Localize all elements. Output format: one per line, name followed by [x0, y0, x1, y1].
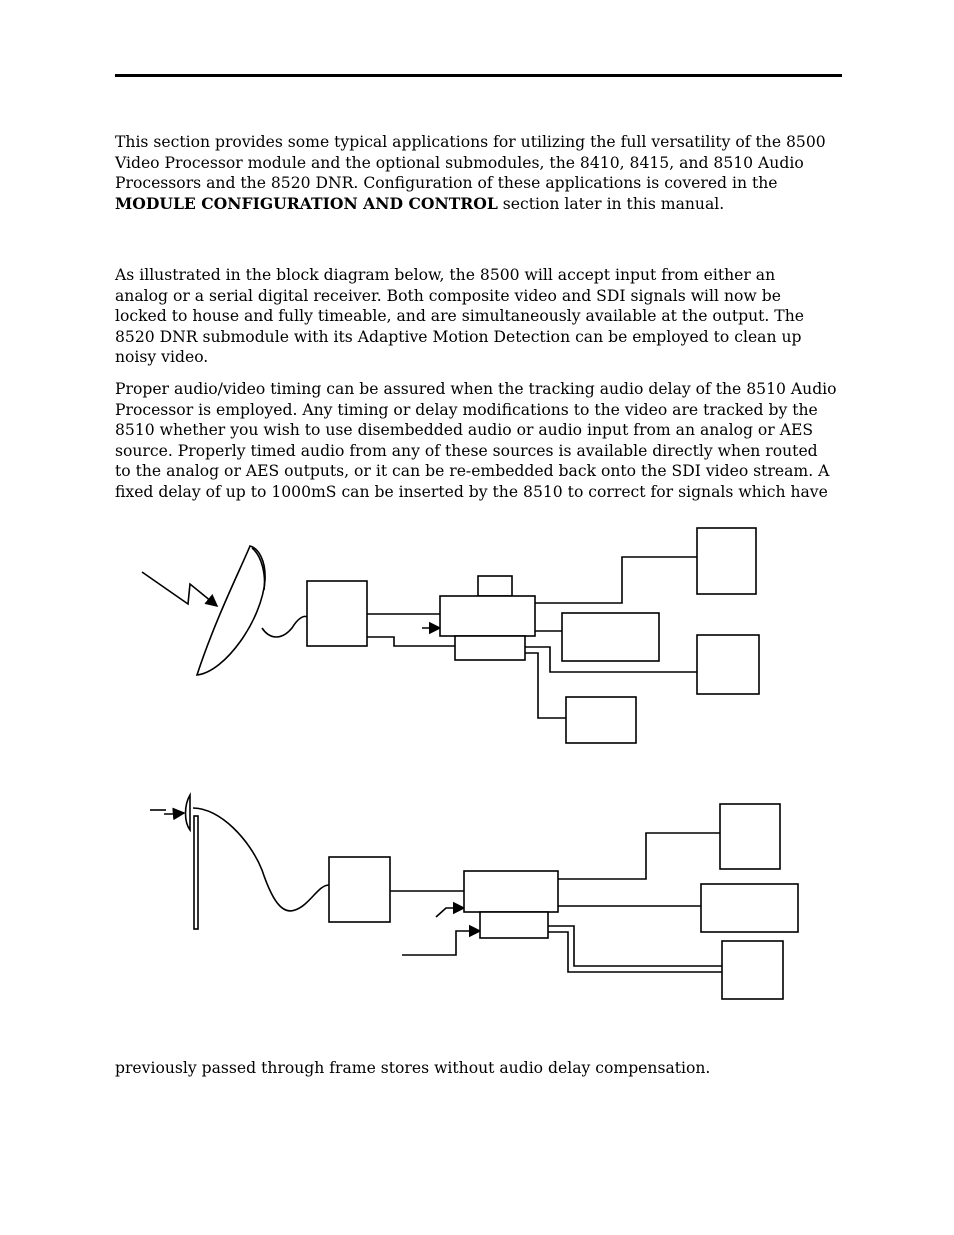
- output-link-1: [535, 557, 697, 603]
- output-link-4: [525, 653, 566, 718]
- audio-submodule-block-lower: [480, 912, 548, 938]
- continuation-paragraph: [115, 1058, 842, 1079]
- timing-line: fixed delay of up to 1000mS can be inserted by the 8510 to correct for signals which have: [115, 482, 828, 501]
- lower-output-link-1: [558, 833, 720, 879]
- terrestrial-input-arrow: [436, 908, 464, 917]
- timing-line: source. Properly timed audio from any of these sources is available directly when routed: [115, 441, 818, 460]
- timing-line: Processor is employed. Any timing or delay modifications to the video are tracked by the: [115, 400, 818, 419]
- intro-line: Processors and the 8520 DNR. Configuration of these applications is covered in the: [115, 174, 778, 193]
- antenna-cable: [193, 808, 329, 911]
- intro-line: Video Processor module and the optional submodules, the 8410, 8415, and 8510 Audio: [115, 153, 804, 172]
- intro-line: This section provides some typical applications for utilizing the full versatility of the 8500: [115, 133, 826, 151]
- timing-line: to the analog or AES outputs, or it can be re-embedded back onto the SDI video stream. A: [115, 462, 830, 481]
- lower-output-block-c: [722, 941, 783, 999]
- receiver-link-lower: [367, 637, 455, 646]
- block-line: analog or a serial digital receiver. Both composite video and SDI signals will now be: [115, 286, 781, 305]
- continuation-line: previously passed through frame stores without audio delay compensation.: [115, 1059, 711, 1077]
- satellite-dish-icon: [197, 546, 265, 675]
- processor-8500-block-lower: [464, 871, 558, 912]
- section-reference: MODULE CONFIGURATION AND CONTROL: [115, 193, 498, 213]
- output-device-block-d: [566, 697, 636, 743]
- timing-line: 8510 whether you wish to use disembedded audio or audio input from an analog or AES: [115, 421, 814, 440]
- submodule-top-block: [478, 576, 512, 596]
- intro-tail: section later in this manual.: [497, 194, 725, 213]
- block-line: 8520 DNR submodule with its Adaptive Motion Detection can be employed to clean up: [115, 327, 802, 346]
- block-line: locked to house and fully timeable, and are simultaneously available at the output. The: [115, 307, 804, 326]
- satellite-receiver-block: [307, 581, 367, 646]
- lower-output-block-a: [720, 804, 780, 869]
- incoming-signal-arrow-icon: [150, 810, 184, 814]
- timing-line: Proper audio/video timing can be assured when the tracking audio delay of the 8510 Audio: [115, 380, 837, 398]
- lower-output-link-3: [548, 926, 722, 966]
- output-device-block-a: [697, 528, 756, 594]
- lightning-signal-icon: [142, 572, 217, 606]
- block-line: As illustrated in the block diagram below, the 8500 will accept input from either an: [115, 266, 776, 284]
- output-device-block-c: [697, 635, 759, 694]
- aes-input-line: [402, 931, 480, 955]
- submodule-bottom-block: [455, 636, 525, 660]
- terrestrial-receiver-block: [329, 857, 390, 922]
- block-line: noisy video.: [115, 348, 209, 367]
- lower-output-block-b: [701, 884, 798, 932]
- feed-cable: [262, 616, 307, 637]
- processor-8500-block: [440, 596, 535, 636]
- antenna-mast-icon: [186, 795, 199, 929]
- output-device-block-b: [562, 613, 659, 661]
